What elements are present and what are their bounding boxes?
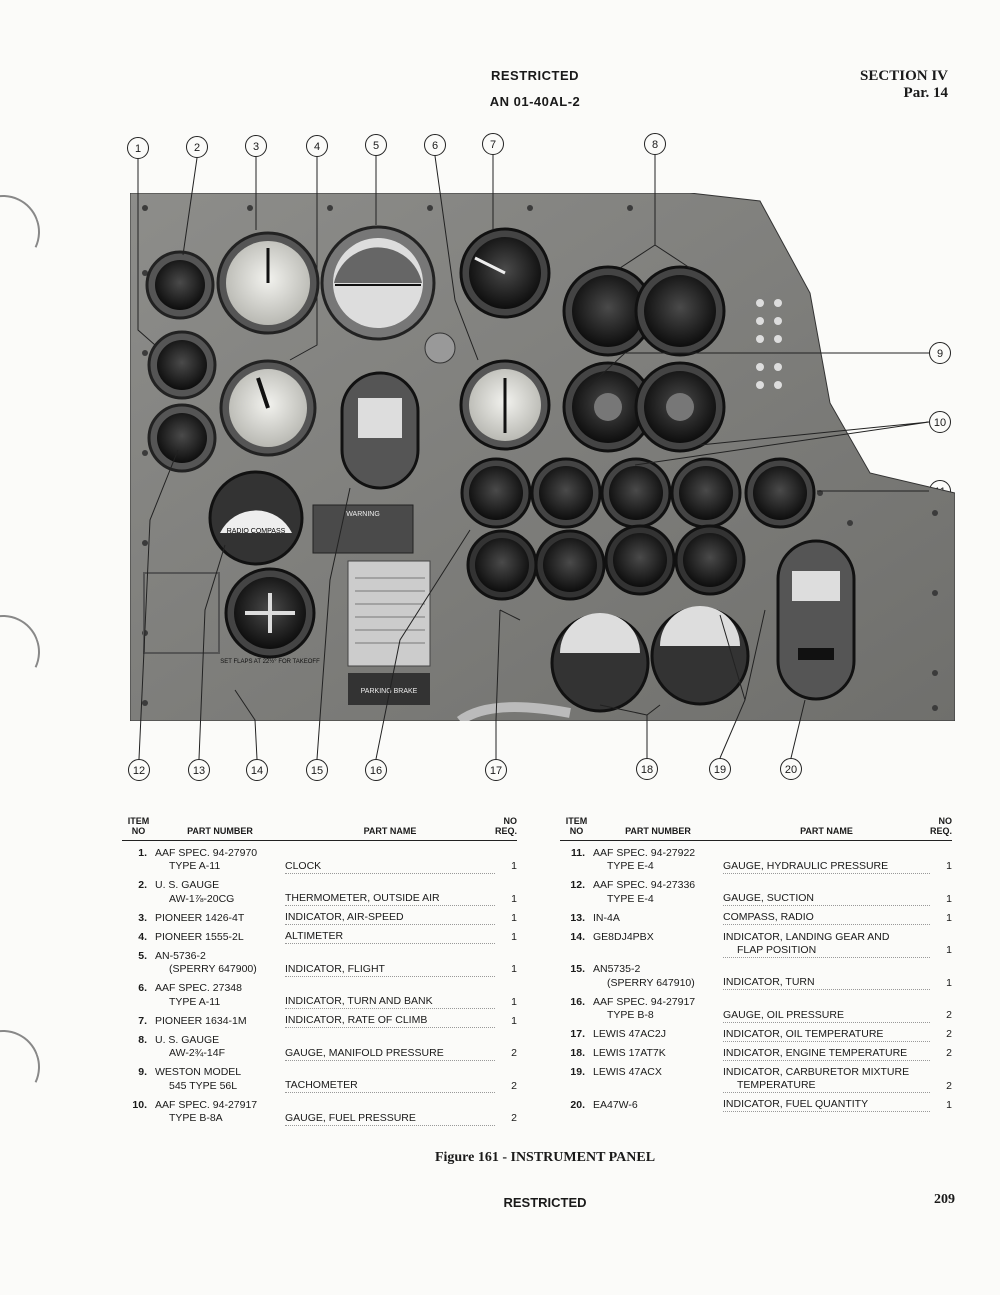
item-number: 5. — [138, 949, 147, 962]
table-row — [560, 1093, 952, 1112]
table-row — [560, 1009, 952, 1023]
item-number — [122, 860, 155, 874]
part-name: FLAP POSITION — [723, 944, 930, 958]
placard-parking-brake: PARKING BRAKE — [360, 688, 418, 695]
quantity-required — [495, 873, 517, 892]
part-name: TEMPERATURE — [723, 1079, 930, 1093]
callout-20: 20 — [780, 758, 802, 780]
quantity-required: 1 — [511, 911, 517, 924]
table-row — [122, 1093, 517, 1112]
item-number — [122, 1112, 155, 1126]
part-number: PIONEER 1634-1M — [155, 1014, 247, 1027]
callout-3: 3 — [245, 135, 267, 157]
item-number — [122, 1079, 155, 1093]
parts-rows-left — [122, 841, 517, 1126]
quantity-required — [495, 1093, 517, 1112]
binder-hole — [0, 605, 50, 700]
item-number — [122, 892, 155, 906]
item-number: 17. — [570, 1028, 585, 1040]
binder-hole — [0, 1020, 50, 1115]
callout-9: 9 — [929, 342, 951, 364]
quantity-required: 2 — [511, 1079, 517, 1092]
quantity-required — [495, 841, 517, 860]
quantity-required: 1 — [511, 963, 517, 975]
table-row — [560, 892, 952, 906]
part-name — [723, 990, 930, 1009]
part-number: AN5735-2 — [593, 963, 641, 975]
item-number: 3. — [138, 911, 147, 924]
header-part-name: PART NAME — [723, 816, 930, 841]
quantity-required: 1 — [946, 892, 952, 905]
table-row — [560, 1022, 952, 1041]
part-number: GE8DJ4PBX — [593, 930, 654, 943]
part-number: LEWIS 47AC2J — [593, 1028, 666, 1040]
part-number: 545 TYPE 56L — [169, 1079, 238, 1092]
quantity-required — [495, 976, 517, 995]
item-number — [122, 963, 155, 977]
item-number: 14. — [570, 930, 585, 943]
document-number: AN 01-40AL-2 — [489, 94, 581, 109]
footer-classification: RESTRICTED — [503, 1195, 587, 1210]
item-number: 11. — [570, 846, 585, 859]
part-name — [285, 841, 495, 860]
instrument-panel-photo — [130, 193, 955, 721]
section-label — [860, 68, 948, 102]
part-name: GAUGE, OIL PRESSURE — [723, 1009, 930, 1023]
part-number: PIONEER 1426-4T — [155, 911, 245, 924]
part-name: CLOCK — [285, 860, 495, 874]
placard-flaps: SET FLAPS AT 22½° FOR TAKEOFF — [220, 659, 320, 665]
header-part-number: PART NUMBER — [155, 816, 285, 841]
part-name: GAUGE, HYDRAULIC PRESSURE — [723, 860, 930, 874]
item-number: 19. — [570, 1066, 585, 1078]
quantity-required: 1 — [946, 944, 952, 956]
item-number: 16. — [570, 995, 585, 1008]
part-name: INDICATOR, RATE OF CLIMB — [285, 1009, 495, 1028]
item-number: 20. — [570, 1098, 585, 1111]
part-number: AW-1⅞-20CG — [169, 892, 235, 905]
item-number: 4. — [138, 930, 147, 943]
item-number: 8. — [138, 1033, 147, 1046]
item-number: 2. — [138, 879, 147, 891]
part-number: AAF SPEC. 94-27970 — [155, 846, 258, 859]
item-number: 18. — [570, 1047, 585, 1059]
part-name: INDICATOR, AIR-SPEED — [285, 906, 495, 925]
quantity-required — [930, 957, 952, 976]
item-number — [560, 976, 593, 990]
part-name: TACHOMETER — [285, 1079, 495, 1093]
part-name: INDICATOR, FLIGHT — [285, 963, 495, 977]
part-name — [723, 841, 930, 860]
part-name: INDICATOR, FUEL QUANTITY — [723, 1093, 930, 1112]
callout-16: 16 — [365, 759, 387, 781]
quantity-required: 1 — [511, 892, 517, 905]
header-no-req: NO REQ. — [495, 816, 517, 841]
parts-table-right — [560, 816, 952, 1112]
part-name: INDICATOR, TURN AND BANK — [285, 995, 495, 1009]
part-number: AAF SPEC. 94-27922 — [593, 846, 696, 859]
gauge-small-left — [147, 252, 215, 471]
part-number: LEWIS 47ACX — [593, 1066, 662, 1078]
part-number: U. S. GAUGE — [155, 1033, 220, 1046]
table-row — [122, 995, 517, 1009]
table-row — [122, 841, 517, 860]
header-no-req: NO REQ. — [930, 816, 952, 841]
item-number: 7. — [138, 1014, 147, 1027]
quantity-required — [930, 873, 952, 892]
quantity-required — [930, 925, 952, 944]
callout-15: 15 — [306, 759, 328, 781]
quantity-required — [495, 1060, 517, 1079]
part-number: AN-5736-2 — [155, 949, 206, 962]
table-row — [122, 925, 517, 944]
part-number: PIONEER 1555-2L — [155, 930, 244, 943]
part-name: ALTIMETER — [285, 925, 495, 944]
callout-17: 17 — [485, 759, 507, 781]
part-number: TYPE B-8A — [169, 1112, 223, 1124]
callout-10: 10 — [929, 411, 951, 433]
callout-4: 4 — [306, 135, 328, 157]
part-name: THERMOMETER, OUTSIDE AIR — [285, 892, 495, 906]
part-number: AW-2¾-14F — [169, 1047, 226, 1059]
callout-2: 2 — [186, 136, 208, 158]
quantity-required: 1 — [946, 860, 952, 872]
callout-6: 6 — [424, 134, 446, 156]
callout-14: 14 — [246, 759, 268, 781]
quantity-required: 2 — [946, 1009, 952, 1021]
item-number: 15. — [570, 963, 585, 975]
part-number: EA47W-6 — [593, 1098, 638, 1111]
page-number: 209 — [934, 1192, 955, 1207]
part-name: GAUGE, MANIFOLD PRESSURE — [285, 1047, 495, 1061]
quantity-required — [930, 841, 952, 860]
part-number: TYPE E-4 — [607, 892, 654, 905]
part-name: INDICATOR, CARBURETOR MIXTURE — [723, 1066, 910, 1078]
part-number — [593, 1079, 723, 1093]
placard-radio-compass: RADIO COMPASS — [226, 528, 286, 535]
part-number: TYPE E-4 — [607, 860, 654, 872]
binder-hole — [0, 185, 50, 280]
table-row — [560, 841, 952, 860]
callout-1: 1 — [127, 137, 149, 159]
header-part-number: PART NUMBER — [593, 816, 723, 841]
table-row — [560, 1079, 952, 1093]
table-row — [122, 976, 517, 995]
item-number — [560, 1009, 593, 1023]
table-row — [560, 976, 952, 990]
quantity-required: 1 — [511, 995, 517, 1008]
part-number: TYPE A-11 — [169, 860, 221, 872]
parts-rows-right — [560, 841, 952, 1112]
callout-7: 7 — [482, 133, 504, 155]
parts-table-left — [122, 816, 517, 1126]
part-number: AAF SPEC. 94-27336 — [593, 879, 696, 891]
part-name — [723, 873, 930, 892]
quantity-required: 2 — [511, 1047, 517, 1059]
placard-warning: WARNING — [346, 511, 380, 518]
part-number: U. S. GAUGE — [155, 879, 220, 891]
table-row — [122, 1009, 517, 1028]
part-number: IN-4A — [593, 911, 620, 924]
part-name: INDICATOR, TURN — [723, 976, 930, 990]
quantity-required: 1 — [511, 930, 517, 943]
part-number: (SPERRY 647900) — [169, 963, 257, 975]
table-row — [122, 892, 517, 906]
table-row — [122, 1060, 517, 1079]
table-row — [122, 1047, 517, 1061]
table-row — [122, 873, 517, 892]
header-item-no: ITEM NO — [560, 816, 593, 841]
item-number: 1. — [138, 846, 147, 859]
part-name — [285, 873, 495, 892]
paragraph-number: Par. 14 — [903, 85, 948, 101]
table-row — [122, 860, 517, 874]
quantity-required: 1 — [511, 1014, 517, 1027]
table-row — [122, 1028, 517, 1047]
quantity-required: 1 — [946, 1098, 952, 1111]
quantity-required: 1 — [946, 976, 952, 989]
table-row — [560, 1041, 952, 1060]
part-name — [285, 1028, 495, 1047]
part-number: WESTON MODEL — [155, 1066, 242, 1078]
quantity-required — [495, 944, 517, 963]
quantity-required: 2 — [946, 1047, 952, 1059]
callout-5: 5 — [365, 134, 387, 156]
part-name — [285, 976, 495, 995]
table-row — [560, 944, 952, 958]
table-row — [560, 1060, 952, 1079]
figure-caption: Figure 161 - INSTRUMENT PANEL — [434, 1150, 656, 1165]
part-name: INDICATOR, LANDING GEAR AND — [723, 930, 890, 943]
item-number: 9. — [138, 1066, 147, 1078]
callout-8: 8 — [644, 133, 666, 155]
header-item-no: ITEM NO — [122, 816, 155, 841]
part-name — [285, 944, 495, 963]
part-name: COMPASS, RADIO — [723, 906, 930, 925]
callout-18: 18 — [636, 758, 658, 780]
table-row — [560, 925, 952, 944]
item-number — [122, 1047, 155, 1061]
part-number — [593, 944, 723, 958]
quantity-required: 1 — [946, 911, 952, 924]
table-row — [560, 860, 952, 874]
item-number: 10. — [132, 1098, 147, 1111]
quantity-required: 1 — [511, 860, 517, 872]
table-row — [560, 906, 952, 925]
item-number — [560, 944, 593, 958]
part-number: AAF SPEC. 27348 — [155, 982, 242, 994]
item-number: 12. — [570, 879, 585, 891]
item-number — [560, 892, 593, 906]
callout-19: 19 — [709, 758, 731, 780]
item-number — [122, 995, 155, 1009]
callout-12: 12 — [128, 759, 150, 781]
callout-13: 13 — [188, 759, 210, 781]
table-row — [122, 1079, 517, 1093]
table-row — [560, 957, 952, 976]
item-number — [560, 1079, 593, 1093]
part-number: LEWIS 17AT7K — [593, 1047, 666, 1059]
quantity-required — [930, 990, 952, 1009]
table-row — [122, 1112, 517, 1126]
part-number: TYPE A-11 — [169, 995, 221, 1008]
quantity-required: 2 — [946, 1079, 952, 1092]
item-number: 13. — [570, 911, 585, 924]
item-number — [560, 860, 593, 874]
part-name: GAUGE, SUCTION — [723, 892, 930, 906]
quantity-required — [930, 1060, 952, 1079]
part-number: TYPE B-8 — [607, 1009, 654, 1021]
part-number: (SPERRY 647910) — [607, 976, 695, 989]
part-number: AAF SPEC. 94-27917 — [593, 995, 696, 1008]
table-row — [560, 873, 952, 892]
table-row — [122, 906, 517, 925]
part-name — [723, 957, 930, 976]
part-name — [285, 1060, 495, 1079]
header-classification: RESTRICTED — [490, 68, 580, 83]
quantity-required: 2 — [946, 1028, 952, 1040]
table-row — [122, 944, 517, 963]
header-part-name: PART NAME — [285, 816, 495, 841]
part-name — [285, 1093, 495, 1112]
table-row — [122, 963, 517, 977]
part-name: GAUGE, FUEL PRESSURE — [285, 1112, 495, 1126]
table-row — [560, 990, 952, 1009]
section-title: SECTION IV — [860, 68, 948, 84]
item-number: 6. — [138, 982, 147, 994]
quantity-required: 2 — [511, 1112, 517, 1124]
part-name: INDICATOR, OIL TEMPERATURE — [723, 1022, 930, 1041]
quantity-required — [495, 1028, 517, 1047]
part-name: INDICATOR, ENGINE TEMPERATURE — [723, 1041, 930, 1060]
part-number: AAF SPEC. 94-27917 — [155, 1098, 258, 1111]
